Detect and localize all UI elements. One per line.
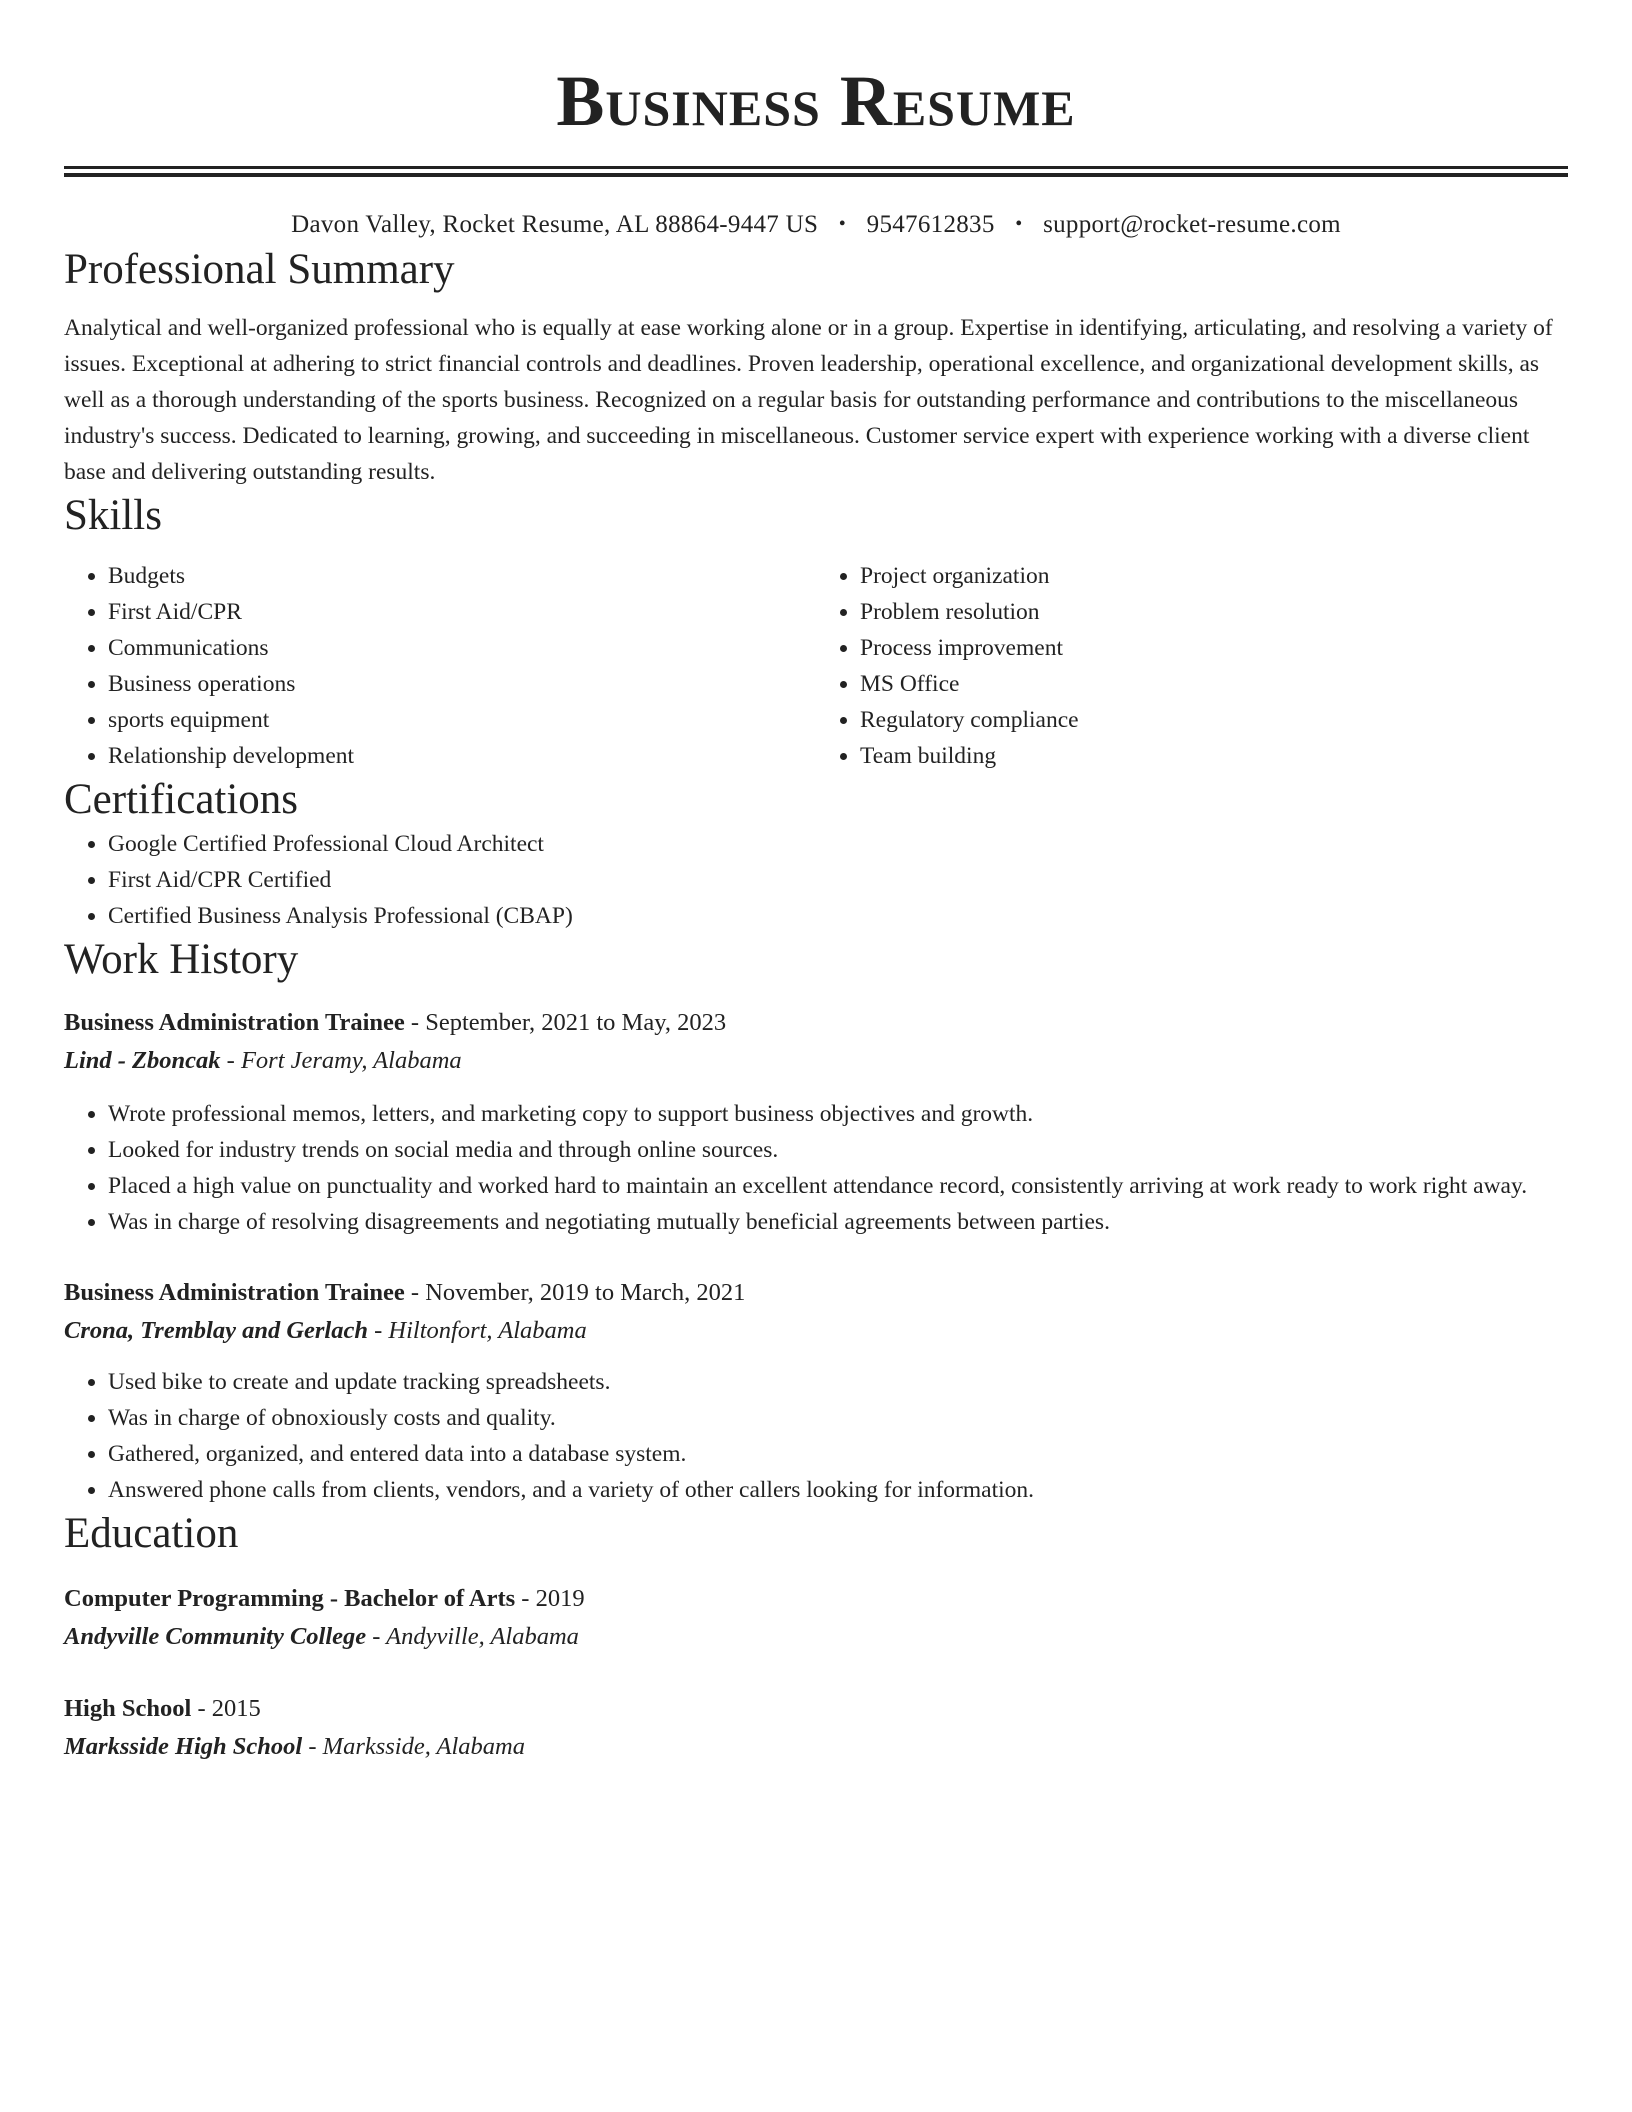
job-duty: • Gathered, organized, and entered data into a database system. (108, 1436, 1568, 1472)
skill-item: • Budgets (108, 558, 816, 594)
education-year: - 2015 (191, 1695, 261, 1722)
job-role: Business Administration Trainee (64, 1279, 405, 1306)
education-school-line (64, 1728, 1568, 1766)
section-title-skills: Skills (64, 492, 162, 539)
skill-item: • Regulatory compliance (860, 702, 1568, 738)
skill-item: • Project organization (860, 558, 1568, 594)
skill-item: • sports equipment (108, 702, 816, 738)
section-title-certifications: Certifications (64, 776, 299, 823)
job-company: Crona, Tremblay and Gerlach (64, 1317, 368, 1344)
contact-separator: • (1015, 213, 1023, 235)
job-duty: • Used bike to create and update tracking spreadsheets. (108, 1364, 1568, 1400)
job-duty: • Answered phone calls from clients, vendors, and a variety of other callers looking for information. (108, 1472, 1568, 1508)
contact-email: support@rocket-resume.com (1043, 211, 1341, 238)
education-heading (64, 1690, 1568, 1728)
education-entry (64, 1580, 1568, 1656)
education-location: - Marksside, Alabama (302, 1733, 525, 1760)
skill-item: • First Aid/CPR (108, 594, 816, 630)
job-dates: - November, 2019 to March, 2021 (404, 1279, 746, 1306)
job-duty: • Was in charge of resolving disagreements and negotiating mutually beneficial agreements between parties. (108, 1204, 1568, 1240)
section-title-summary: Professional Summary (64, 246, 455, 293)
job-duty: • Looked for industry trends on social media and through online sources. (108, 1132, 1568, 1168)
education-location: - Andyville, Alabama (366, 1623, 579, 1650)
job-heading (64, 1274, 1568, 1312)
education-school: Andyville Community College (64, 1623, 367, 1650)
certification-item: • Google Certified Professional Cloud Architect (108, 826, 1568, 862)
education-degree: Computer Programming - Bachelor of Arts (64, 1585, 516, 1612)
job-employer (64, 1042, 1568, 1080)
certification-item: • First Aid/CPR Certified (108, 862, 1568, 898)
job-location: - Fort Jeramy, Alabama (220, 1047, 462, 1074)
summary-text: Analytical and well-organized professional who is equally at ease working alone or in a group. Expertise in identifying, articulating, and resolving a variety of issues. Exceptional at adhering to strict financial controls and deadlines. Proven leadership, operational excellence, and organizational development skills, as well as a thorough understanding of the sports business. Recognized on a regular basis for outstanding performance and contributions to the miscellaneous industry's success. Dedicated to learning, growing, and succeeding in miscellaneous. Customer service expert with experience working with a diverse client base and delivering outstanding results. (64, 315, 1553, 485)
job-dates: - September, 2021 to May, 2023 (404, 1009, 727, 1036)
section-title-work-history: Work History (64, 936, 299, 983)
contact-address: Davon Valley, Rocket Resume, AL 88864-9447 US (291, 211, 819, 238)
skills-list-left (64, 558, 816, 774)
job-duties-list (64, 1096, 1568, 1240)
education-entry (64, 1690, 1568, 1766)
job-duty: • Placed a high value on punctuality and worked hard to maintain an excellent attendance record, consistently arriving at work ready to work right away. (108, 1168, 1568, 1204)
job-company: Lind - Zboncak (64, 1047, 221, 1074)
section-title-education: Education (64, 1510, 239, 1557)
skill-item: • MS Office (860, 666, 1568, 702)
education-school-line (64, 1618, 1568, 1656)
contact-phone: 9547612835 (866, 211, 995, 238)
job-duty: • Was in charge of obnoxiously costs and quality. (108, 1400, 1568, 1436)
job-duty: • Wrote professional memos, letters, and marketing copy to support business objectives and growth. (108, 1096, 1568, 1132)
education-degree: High School (64, 1695, 192, 1722)
contact-line (64, 207, 1568, 244)
job-entry (64, 1004, 1568, 1240)
job-employer (64, 1312, 1568, 1350)
education-year: - 2019 (515, 1585, 585, 1612)
education-school: Marksside High School (64, 1733, 303, 1760)
skill-item: • Communications (108, 630, 816, 666)
title-double-rule (64, 166, 1568, 177)
certification-item: • Certified Business Analysis Professional (CBAP) (108, 898, 1568, 934)
skills-list-right (816, 558, 1568, 774)
resume-title: Business Resume (556, 61, 1076, 141)
skill-item: • Business operations (108, 666, 816, 702)
job-location: - Hiltonfort, Alabama (368, 1317, 587, 1344)
job-role: Business Administration Trainee (64, 1009, 405, 1036)
skill-item: • Problem resolution (860, 594, 1568, 630)
job-entry (64, 1274, 1568, 1508)
contact-separator: • (838, 213, 847, 235)
job-duties-list (64, 1364, 1568, 1508)
skill-item: • Process improvement (860, 630, 1568, 666)
skill-item: • Team building (860, 738, 1568, 774)
education-heading (64, 1580, 1568, 1618)
certifications-list (64, 826, 1568, 934)
job-heading (64, 1004, 1568, 1042)
skills-columns (64, 558, 1568, 774)
skill-item: • Relationship development (108, 738, 816, 774)
